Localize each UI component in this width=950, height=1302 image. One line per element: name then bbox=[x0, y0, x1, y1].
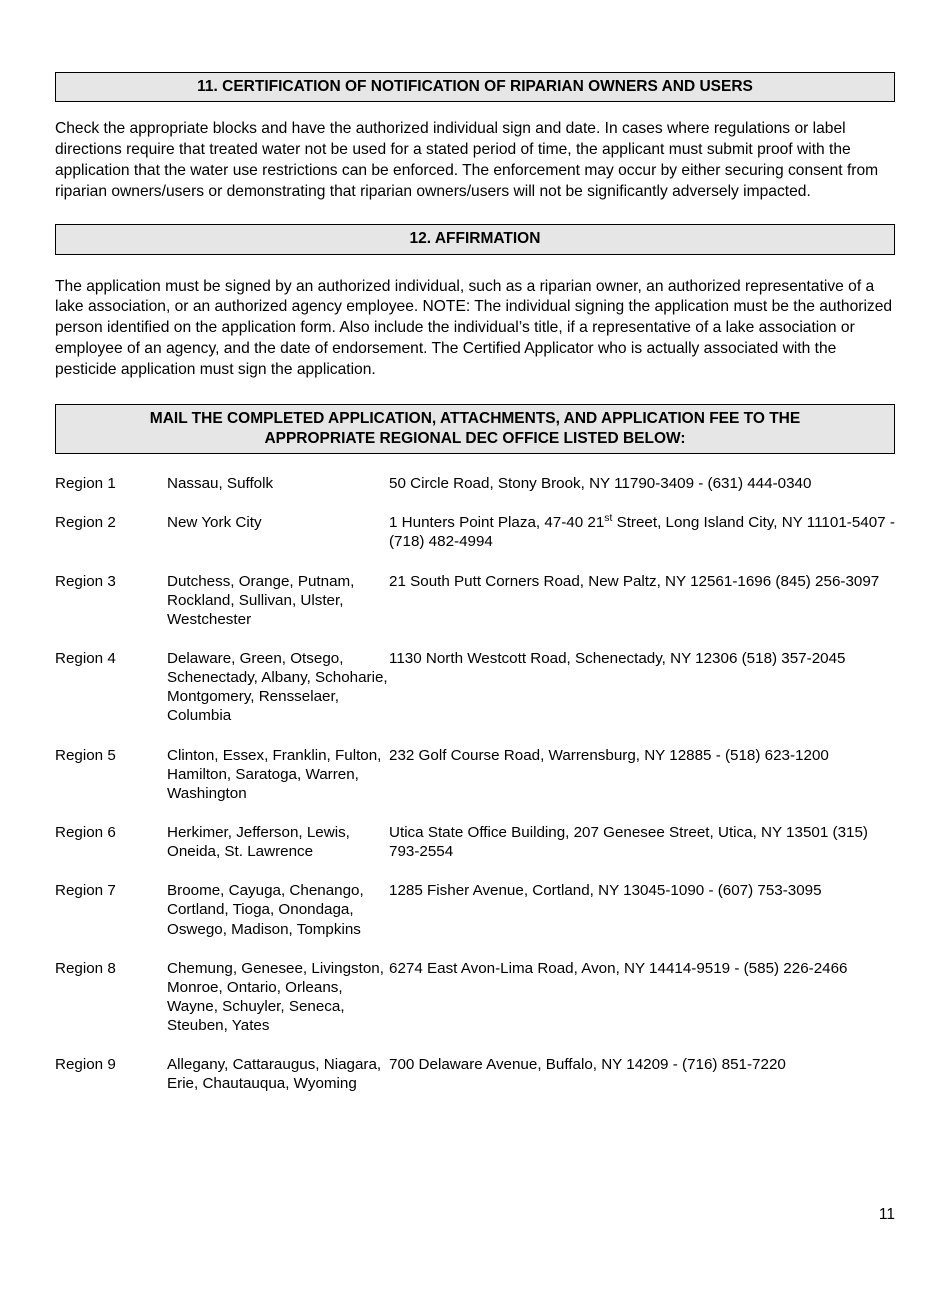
section-12-heading: 12. AFFIRMATION bbox=[55, 224, 895, 254]
region-counties: Dutchess, Orange, Putnam, Rockland, Sullivan, Ulster, Westchester bbox=[167, 572, 355, 628]
table-row bbox=[55, 649, 895, 746]
section-11-body: Check the appropriate blocks and have the authorized individual sign and date. In cases where regulations or label directions require that treated water not be used for a stated period of time, the applicant must submit proof with the application that the water use restrictions can be enforced. The enforcement may occur by either securing consent from riparian owners/users or demonstrating that riparian owners/users will not be significantly adversely impacted. bbox=[55, 120, 879, 200]
table-row bbox=[55, 1055, 895, 1093]
section-11-container bbox=[55, 72, 895, 202]
region-counties: Clinton, Essex, Franklin, Fulton, Hamilton, Saratoga, Warren, Washington bbox=[167, 746, 382, 802]
region-counties: Broome, Cayuga, Chenango, Cortland, Tioga, Onondaga, Oswego, Madison, Tompkins bbox=[167, 882, 364, 938]
region-label: Region 1 bbox=[55, 475, 116, 493]
region-address: 1130 North Westcott Road, Schenectady, NY 12306 (518) 357-2045 bbox=[389, 649, 846, 667]
section-11-heading: 11. CERTIFICATION OF NOTIFICATION OF RIPARIAN OWNERS AND USERS bbox=[55, 72, 895, 102]
region-label: Region 9 bbox=[55, 1056, 116, 1074]
region-label: Region 3 bbox=[55, 572, 116, 590]
mail-instructions-line-2: APPROPRIATE REGIONAL DEC OFFICE LISTED BELOW: bbox=[264, 429, 686, 447]
document-page bbox=[0, 72, 950, 1302]
section-12-body: The application must be signed by an authorized individual, such as a riparian owner, an authorized representative of a lake association, or an authorized agency employee. NOTE: The individual signing the application must be the authorized person identified on the application form. Also include the individual’s title, if a representative of a lake association or employee of an agency, and the date of endorsement. The Certified Applicator who is actually associated with the pesticide application must sign the application. bbox=[55, 277, 893, 378]
regional-offices-table bbox=[55, 474, 895, 1093]
region-label: Region 2 bbox=[55, 514, 116, 532]
region-address-part-2: Street, Long Island City, NY 11101-5407 - (718) 482-4994 bbox=[389, 514, 895, 551]
region-counties: Nassau, Suffolk bbox=[167, 475, 274, 493]
region-address: 1285 Fisher Avenue, Cortland, NY 13045-1090 - (607) 753-3095 bbox=[389, 882, 822, 900]
region-address: Utica State Office Building, 207 Genesee Street, Utica, NY 13501 (315) 793-2554 bbox=[389, 823, 868, 861]
table-row bbox=[55, 513, 895, 571]
region-label: Region 5 bbox=[55, 746, 116, 764]
region-label: Region 8 bbox=[55, 959, 116, 977]
region-counties: New York City bbox=[167, 514, 262, 532]
table-row bbox=[55, 474, 895, 513]
region-address: 232 Golf Course Road, Warrensburg, NY 12885 - (518) 623-1200 bbox=[389, 746, 829, 764]
table-row bbox=[55, 572, 895, 649]
mail-instructions-line-1: MAIL THE COMPLETED APPLICATION, ATTACHMENTS, AND APPLICATION FEE TO THE bbox=[149, 410, 801, 428]
table-row bbox=[55, 823, 895, 881]
region-address-ordinal-suffix: st bbox=[604, 513, 613, 525]
region-label: Region 6 bbox=[55, 823, 116, 841]
page-number: 11 bbox=[878, 1206, 895, 1223]
table-row bbox=[55, 881, 895, 958]
region-address: 700 Delaware Avenue, Buffalo, NY 14209 - (716) 851-7220 bbox=[389, 1056, 786, 1074]
region-address: 50 Circle Road, Stony Brook, NY 11790-3409 - (631) 444-0340 bbox=[389, 475, 812, 493]
table-row bbox=[55, 959, 895, 1056]
section-12-container bbox=[55, 224, 895, 380]
region-counties: Delaware, Green, Otsego, Schenectady, Albany, Schoharie, Montgomery, Rensselaer, Columbia bbox=[167, 649, 388, 725]
region-counties: Allegany, Cattaraugus, Niagara, Erie, Chautauqua, Wyoming bbox=[167, 1056, 382, 1093]
region-label: Region 7 bbox=[55, 882, 116, 900]
mail-instructions-banner bbox=[55, 404, 895, 454]
region-address-part-1: 1 Hunters Point Plaza, 47-40 21 bbox=[389, 514, 605, 532]
region-address: 21 South Putt Corners Road, New Paltz, NY 12561-1696 (845) 256-3097 bbox=[389, 572, 880, 590]
table-row bbox=[55, 746, 895, 823]
region-label: Region 4 bbox=[55, 649, 116, 667]
region-counties: Herkimer, Jefferson, Lewis, Oneida, St. Lawrence bbox=[167, 823, 350, 861]
region-address: 6274 East Avon-Lima Road, Avon, NY 14414-9519 - (585) 226-2466 bbox=[389, 959, 848, 977]
region-counties: Chemung, Genesee, Livingston, Monroe, Ontario, Orleans, Wayne, Schuyler, Seneca, Steuben, Yates bbox=[167, 959, 384, 1035]
mail-instructions-container bbox=[55, 404, 895, 454]
region-address bbox=[389, 513, 895, 571]
